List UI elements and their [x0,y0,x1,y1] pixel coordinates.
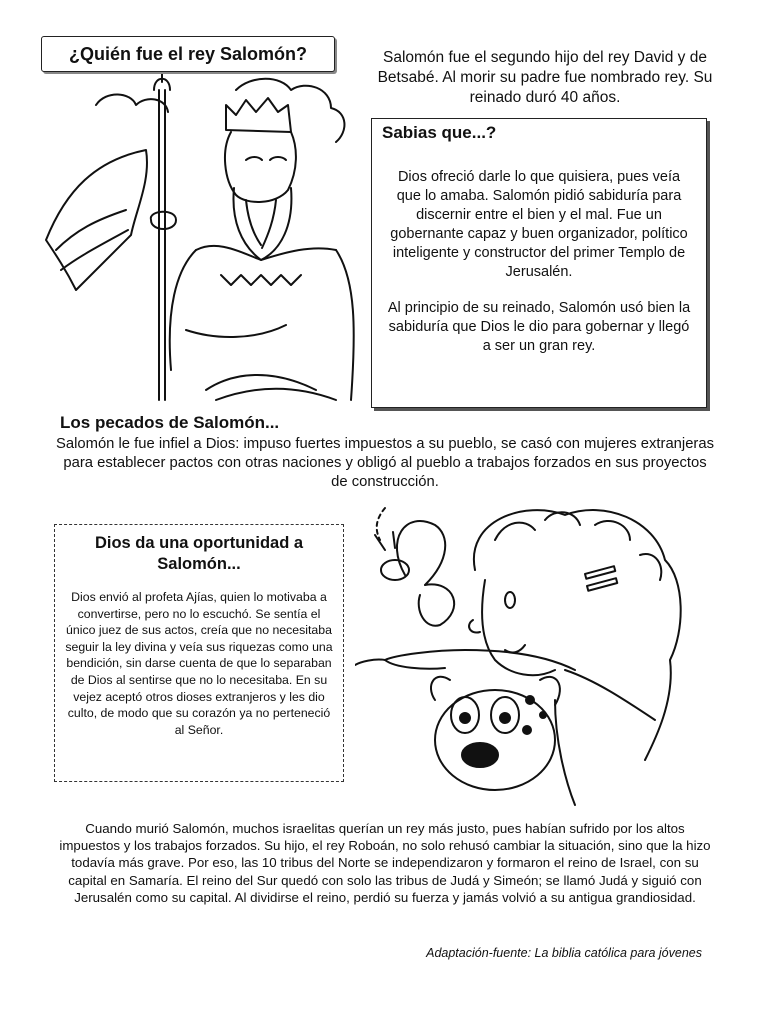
sabias-que-paragraph-1: Dios ofreció darle lo que quisiera, pues veía que lo amaba. Salomón pidió sabiduría para discernir entre el bien y el mal. Fue un gobernante capaz y buen organizador, político inteligente y constructor del primer Templo de Jerusalén. [390,169,688,280]
opportunity-box [54,524,344,782]
girl-butterfly-dog-illustration [355,500,715,810]
source-credit: Adaptación-fuente: La biblia católica para jóvenes [426,946,702,960]
sabias-que-box [371,118,707,408]
king-solomon-illustration [36,70,366,415]
sabias-que-title: Sabias que...? [382,123,497,142]
opportunity-text: Dios envió al profeta Ajías, quien lo motivaba a convertirse, pero no lo escuchó. Se sentía el único juez de sus actos, creía que no necesitaba seguir la ley divina y veía sus riquezas como una bendición, sin darse cuenta de que lo separaban de Dios al sentirse que no lo necesitaba. En su vejez aceptó otros dioses extranjeros y les dio culto, de modo que su corazón ya no perteneció al Señor. [65,590,333,737]
sabias-que-paragraph-2: Al principio de su reinado, Salomón usó bien la sabiduría que Dios le dio para gobernar y llegó a ser un gran rey. [387,300,691,354]
sins-text: Salomón le fue infiel a Dios: impuso fuertes impuestos a su pueblo, se casó con mujeres extranjeras para establecer pactos con otras naciones y obligó al pueblo a trabajos forzados en sus proyectos de construcción. [56,436,714,490]
closing-paragraph: Cuando murió Salomón, muchos israelitas querían un rey más justo, pues habían sufrido por los altos impuestos y los trabajos forzados. Su hijo, el rey Roboán, no solo rehusó cambiar la situación, sino que la hizo todavía más grave. Por eso, las 10 tribus del Norte se independizaron y formaron el reino de Israel, con su capital en Samaría. El reino del Sur quedó con solo las tribus de Judá y Simeón; se llamó Judá y siguió con Jerusalén como su capital. Al dividirse el reino, perdió su fuerza y jamás volvió a su antigua grandiosidad. [59,821,711,905]
intro-text: Salomón fue el segundo hijo del rey David y de Betsabé. Al morir su padre fue nombrado rey. Su reinado duró 40 años. [377,49,713,106]
opportunity-title: Dios da una oportunidad a Salomón... [94,534,304,573]
sins-heading: Los pecados de Salomón... [60,413,280,432]
page-title: ¿Quién fue el rey Salomón? [41,36,335,72]
